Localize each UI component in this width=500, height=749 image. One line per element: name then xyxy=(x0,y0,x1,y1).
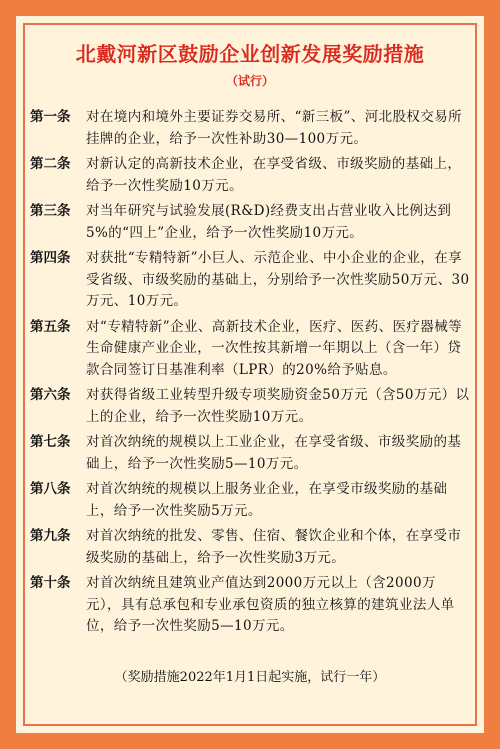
article-label: 第三条 xyxy=(30,203,71,219)
article-label: 第七条 xyxy=(30,434,71,450)
article-9 xyxy=(30,526,470,569)
document-subtitle: （试行） xyxy=(225,74,274,88)
article-text: 对新认定的高新技术企业，在享受省级、市级奖励的基础上，给予一次性奖励10万元。 xyxy=(86,156,462,194)
article-label: 第二条 xyxy=(30,156,71,172)
article-label: 第八条 xyxy=(30,481,71,497)
article-text: 对首次纳统的规模以上工业企业，在享受省级、市级奖励的基础上，给予一次性奖励5—10万元。 xyxy=(86,434,462,472)
footer-note: （奖励措施2022年1月1日起实施，试行一年） xyxy=(114,670,386,685)
article-2 xyxy=(30,154,470,197)
article-7 xyxy=(30,432,470,475)
article-label: 第九条 xyxy=(30,528,71,544)
article-text: 对在境内和境外主要证券交易所、“新三板”、河北股权交易所挂牌的企业，给予一次性补助30—100万元。 xyxy=(86,109,463,147)
article-3 xyxy=(30,201,470,244)
article-6 xyxy=(30,385,470,428)
article-1 xyxy=(30,107,470,150)
article-text: 对获得省级工业转型升级专项奖励资金50万元（含50万元）以上的企业，给予一次性奖励10万元。 xyxy=(86,387,470,425)
article-text: 对首次纳统的批发、零售、住宿、餐饮企业和个体，在享受市级奖励的基础上，给予一次性奖励3万元。 xyxy=(86,528,462,566)
article-text: 对“专精特新”企业、高新技术企业，医疗、医药、医疗器械等生命健康产业企业，一次性按其新增一年期以上（含一年）贷款合同签订日基准利率（LPR）的20%给予贴息。 xyxy=(86,318,463,378)
document-title: 北戴河新区鼓励企业创新发展奖励措施 xyxy=(75,42,425,66)
article-label: 第四条 xyxy=(30,250,71,266)
article-text: 对首次纳统的规模以上服务业企业，在享受市级奖励的基础上，给予一次性奖励5万元。 xyxy=(86,481,448,519)
article-label: 第五条 xyxy=(30,318,71,335)
article-5 xyxy=(30,317,470,382)
article-text: 对当年研究与试验发展(R&D)经费支出占营业收入比例达到5%的“四上”企业，给予一次性奖励10万元。 xyxy=(86,203,452,241)
article-list xyxy=(30,107,470,642)
article-10 xyxy=(30,573,470,638)
article-label: 第十条 xyxy=(30,575,71,591)
article-label: 第六条 xyxy=(30,387,71,403)
article-8 xyxy=(30,479,470,522)
article-label: 第一条 xyxy=(30,109,71,125)
article-text: 对首次纳统且建筑业产值达到2000万元以上（含2000万元），具有总承包和专业承包资质的独立核算的建筑业法人单位，给予一次性奖励5—10万元。 xyxy=(86,575,455,634)
article-text: 对获批“专精特新”小巨人、示范企业、中小企业的企业，在享受省级、市级奖励的基础上，分别给予一次性奖励50万元、30万元、10万元。 xyxy=(86,250,470,309)
article-4 xyxy=(30,248,470,313)
